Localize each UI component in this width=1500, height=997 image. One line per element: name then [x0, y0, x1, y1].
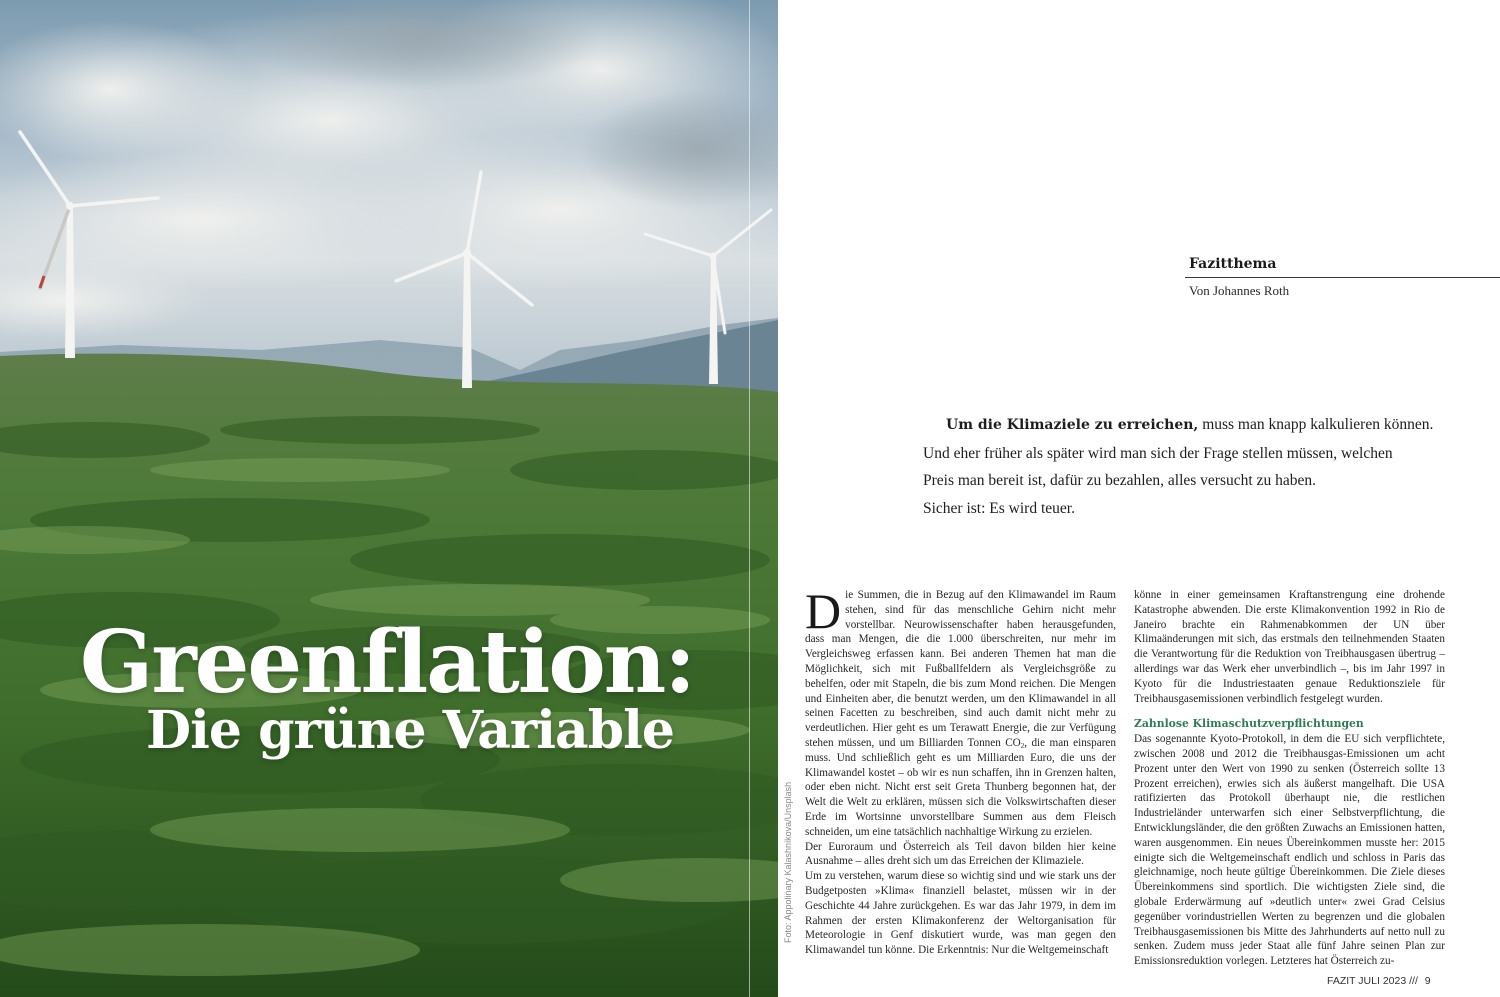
- lead-line-2: Und eher früher als später wird man sich der Frage stellen müssen, welchen: [923, 444, 1393, 462]
- article-column-1: [805, 583, 1116, 958]
- lead-line-3: Preis man bereit ist, dafür zu bezahlen, alles versucht zu haben.: [923, 472, 1316, 490]
- article-lead: [923, 411, 1483, 522]
- photo-credit: Foto: Appolinary Kalashnikova/Unsplash: [783, 781, 793, 943]
- author-byline: Von Johannes Roth: [1189, 283, 1290, 298]
- rubric-divider: [1185, 277, 1500, 278]
- paragraph: Der Euroraum und Österreich als Teil davon bilden hier keine Ausnahme – alles dreht sich um das Erreichen der Klimaziele.: [805, 840, 1116, 868]
- headline-subtitle: Die grüne Variable: [146, 700, 674, 761]
- lead-bold: Um die Klimaziele zu erreichen,: [946, 417, 1199, 433]
- lead-line-1-rest: muss man knapp kalkulieren können.: [1198, 416, 1434, 433]
- subscript: 2: [1020, 741, 1025, 750]
- paragraph: könne in einer gemeinsamen Kraftanstrengung eine drohende Katastrophe abwenden. Die erste Klimakonvention 1992 in Rio de Janeiro brachte ein Rahmenabkommen der UN über Klimaänderungen mit sich, das erstmals den teilnehmenden Staaten die Verantwortung für die Reduktion von Treibhausgasen übertrug – allerdings war das Werk eher unverbindlich –, bis im Jahr 1997 in Kyoto für die Industriestaaten genaue Reduktionsziele für Treibhausgasemissionen verbindlich festgelegt wurden.: [1134, 589, 1445, 705]
- page-number: 9: [1424, 975, 1431, 987]
- paragraph: Das sogenannte Kyoto-Protokoll, in dem die EU sich verpflichtete, zwischen 2008 und 2012 die Treibhausgas-Emissionen um acht Prozent unter den Wert von 1990 zu senken (Österreich sollte 13 Prozent erreichen), erwies sich als äußerst mangelhaft. Die USA ratifizierten das Protokoll überhaupt nie, die restlichen Industrieländer unterwarfen sich einer Selbstverpflichtung, die Entwicklungsländer, die den größten Zuwachs an Emissionen hatten, waren ausgenommen. Ein neues Übereinkommen musste her: 2015 einigte sich die Weltgemeinschaft endlich und schloss in Paris das gleichnamige, noch heute gültige Übereinkommen. Die Ziele dieses Übereinkommens sind sportlich. Die wichtigsten Ziele sind, die globale Erderwärmung auf »deutlich unter« zwei Grad Celsius gegenüber vorindustriellen Werten zu begrenzen und die globalen Treibhausgasemissionen bis Mitte des Jahrhunderts auf netto null zu senken. Zudem muss jeder Staat alle fünf Jahre seinen Plan zur Emissionsreduktion vorlegen. Letzteres hat Österreich zu-: [1134, 733, 1445, 968]
- lead-line-4: Sicher ist: Es wird teuer.: [923, 499, 1075, 517]
- article-column-2: [1134, 588, 1445, 969]
- lead-line-1: [923, 411, 1483, 440]
- section-subheading: Zahnlose Klimaschutzverpflichtungen: [1134, 717, 1364, 731]
- page-folio: [1327, 975, 1431, 987]
- headline-title: Greenflation:: [79, 612, 695, 713]
- page-gutter: [749, 0, 750, 997]
- section-rubric: Fazitthema: [1189, 256, 1277, 272]
- drop-cap: D: [805, 583, 842, 639]
- paragraph: Die Summen, die in Bezug auf den Klimawandel im Raum stehen, sind für das menschliche Gehirn nicht mehr vorstellbar. Neurowissenschafter haben herausgefunden, dass man Mengen, die die 1.000 überschreiten, nur mehr im Vergleichsweg erfassen kann. Bei anderen Themen hat man die Möglichkeit, sich mit Fußballfeldern als Vergleichsgröße zu behelfen, oder mit Stapeln, die bis zum Mond reichen. Die Mengen und Einheiten aber, die benutzt werden, um den Klimawandel in all seinen Facetten zu beschreiben, sind auch damit nicht mehr zu verdeutlichen. Hier geht es um Terawatt Energie, die zur Verfügung stehen müssen, und um Billiarden Tonnen $CO_2$, die man einsparen muss. Und schließlich geht es um Milliarden Euro, die uns der Klimawandel kostet – ob wir es nun schaffen, ihn in Grenzen halten, oder eben nicht. Nicht erst seit Greta Thunberg begonnen hat, der Welt die Welt zu erklären, müssen sich die Volkswirtschaften dieser Erde im Wortsinne unvorstellbare Summen aus dem Fleisch schneiden, um eine tatsächlich nachhaltige Wirkung zu erzielen.: [805, 583, 1116, 838]
- folio-separator: ///: [1409, 975, 1418, 987]
- paragraph: Um zu verstehen, warum diese so wichtig sind und wie stark uns der Budgetposten »Klima« finanziell belastet, müssen wir in der Geschichte 44 Jahre zurückgehen. Es war das Jahr 1979, in dem im Rahmen der ersten Klimakonferenz der Weltorganisation für Meteorologie in Genf diskutiert wurde, was man gegen den Klimawandel tun könne. Die Erkenntnis: Nur die Weltgemeinschaft: [805, 870, 1116, 957]
- issue-label: FAZIT JULI 2023: [1327, 975, 1407, 987]
